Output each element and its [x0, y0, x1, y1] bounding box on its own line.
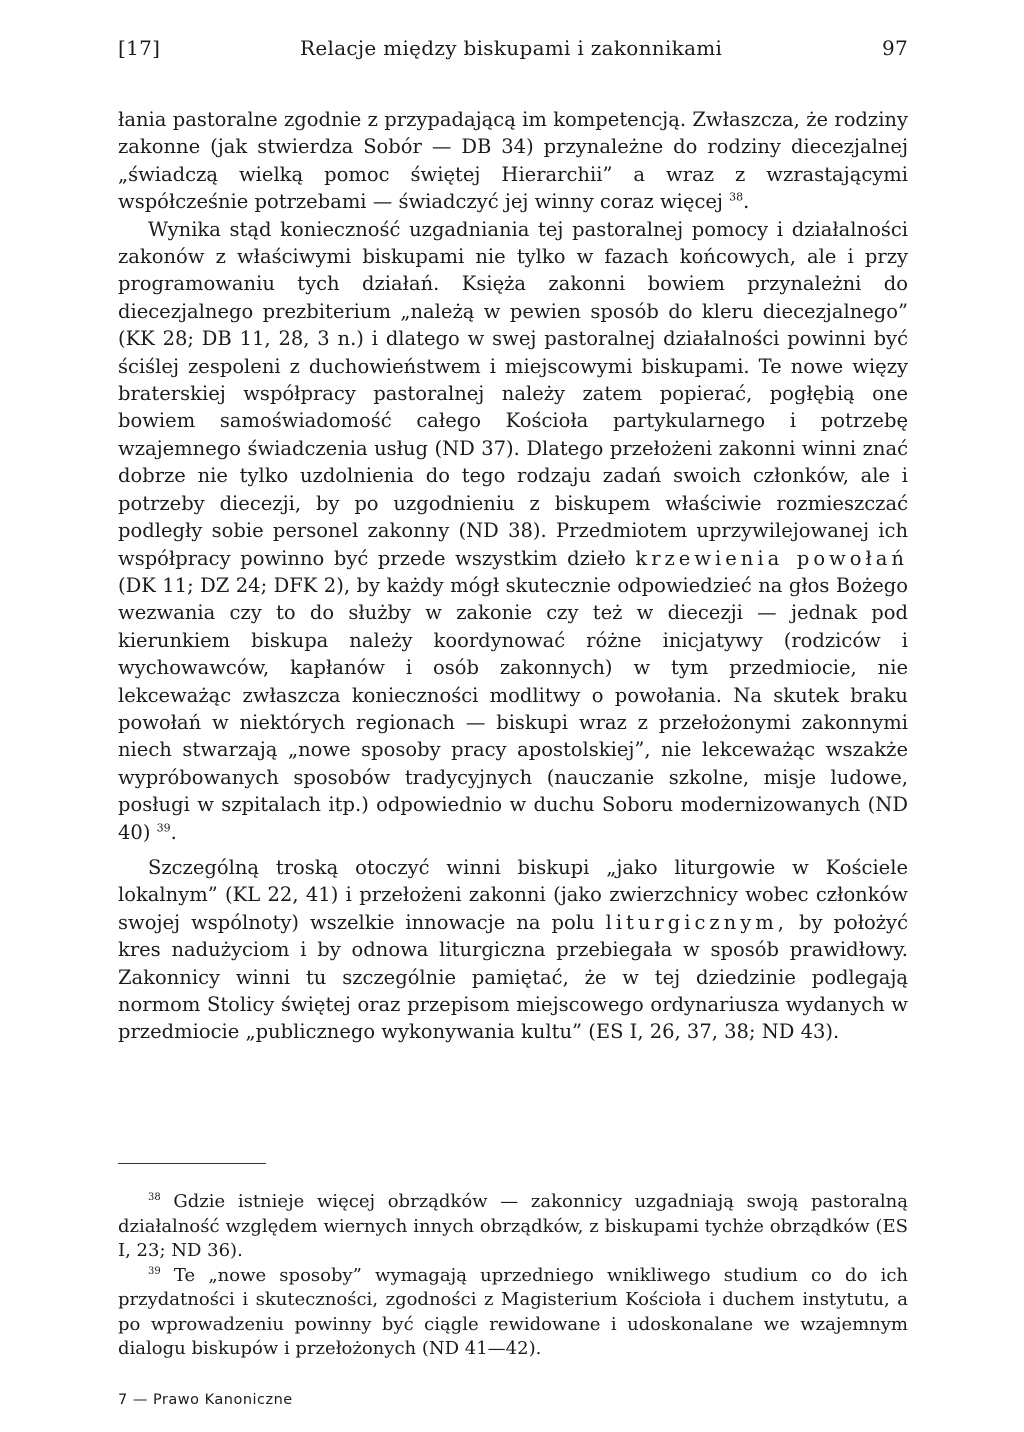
section-number: [17]: [118, 36, 161, 60]
emphasized-term: liturgicznym,: [605, 910, 788, 934]
footnotes: [118, 1190, 908, 1362]
emphasized-term: krzewienia powołań: [635, 546, 908, 570]
paragraph-3: Szczególną troską otoczyć winni biskupi „jako liturgowie w Kościele lokalnym” (KL 22, 41) i przełożeni zakonni (jako zwierzchnicy wobec członków swojej wspólnoty) wszelkie innowacje na polu liturgicznym, by położyć kres nadużyciom i by odnowa liturgiczna przebiegała w sposób prawidłowy. Zakonnicy winni tu szczególnie pamiętać, że w tej dziedzinie podlegają normom Stolicy świętej oraz przepisom miejscowego ordynariusza wydanych w przedmiocie „publicznego wykonywania kultu” (ES I, 26, 37, 38; ND 43).: [118, 855, 908, 1044]
footnote-39: [118, 1264, 908, 1362]
footnote-number: 39: [148, 1265, 161, 1277]
footnote-ref-38: 38: [729, 190, 744, 204]
footnote-text: Gdzie istnieje więcej obrządków — zakonnicy uzgadniają swoją pastoralną działalność względem wiernych innych obrządków, z biskupami tychże obrządków (ES I, 23; ND 36).: [118, 1191, 908, 1261]
paragraph-2: Wynika stąd konieczność uzgadniania tej pastoralnej pomocy i działalności zakonów z właściwymi biskupami nie tylko w fazach końcowych, ale i przy programowaniu tych działań. Księża zakonni bowiem przynależni do diecezjalnego prezbiterium „należą w pewien sposób do kleru diecezjalnego” (KK 28; DB 11, 28, 3 n.) i dlatego w swej pastoralnej działalności powinni być ściślej zespoleni z duchowieństwem i miejscowymi biskupami. Te nowe więzy braterskiej współpracy pastoralnej należy zatem popierać, pogłębią one bowiem samoświadomość całego Kościoła partykularnego i potrzebę wzajemnego świadczenia usług (ND 37). Dlatego przełożeni zakonni winni znać dobrze nie tylko uzdolnienia do tego rodzaju zadań swoich członków, ale i potrzeby diecezji, by po uzgodnieniu z biskupem właściwie rozmieszczać podległy sobie personel zakonny (ND 38). Przedmiotem uprzywilejowanej ich współpracy powinno być przede wszystkim dzieło krzewienia powołań (DK 11; DZ 24; DFK 2), by każdy mógł skutecznie odpowiedzieć na głos Bożego wezwania czy to do służby w zakonie czy też w diecezji — jednak pod kierunkiem biskupa należy koordynować różne inicjatywy (rodziców i wychowawców, kapłanów i osób zakonnych) w tym przedmiocie, nie lekceważąc zwłaszcza konieczności modlitwy o powołania. Na skutek braku powołań w niektórych regionach — biskupi wraz z przełożonymi zakonnymi niech stwarzają „nowe sposoby pracy apostolskiej”, nie lekceważąc wszakże wypróbowanych sposobów tradycyjnych (nauczanie szkolne, misje ludowe, posługi w szpitalach itp.) odpowiednio w duchu Soboru modernizowanych (ND 40) $^{39}$.: [118, 217, 908, 844]
footnote-divider: [118, 1163, 266, 1164]
footnote-ref-39: 39: [156, 821, 171, 835]
printer-signature: 7 — Prawo Kanoniczne: [118, 1392, 293, 1408]
footnote-38: [118, 1190, 908, 1264]
footnote-text: Te „nowe sposoby” wymagają uprzedniego wnikliwego studium co do ich przydatności i skuteczności, zgodności z Magisterium Kościoła i duchem instytutu, a po wprowadzeniu powinny być ciągle rewidowane i udoskonalane we wzajemnym dialogu biskupów i przełożonych (ND 41—42).: [118, 1264, 908, 1359]
body-text: [118, 106, 908, 1046]
paragraph-1: łania pastoralne zgodnie z przypadającą im kompetencją. Zwłaszcza, że rodziny zakonne (jak stwierdza Sobór — DB 34) przynależne do rodziny diecezjalnej „świadczą wielką pomoc świętej Hierarchii” a wraz z wzrastającymi współcześnie potrzebami — świadczyć jej winny coraz więcej $^{38}$.: [118, 108, 908, 214]
running-header: [118, 36, 908, 68]
page: [118, 30, 908, 1410]
footnote-number: 38: [148, 1192, 161, 1203]
running-title: Relacje między biskupami i zakonnikami: [300, 36, 723, 60]
page-number: 97: [881, 36, 908, 60]
